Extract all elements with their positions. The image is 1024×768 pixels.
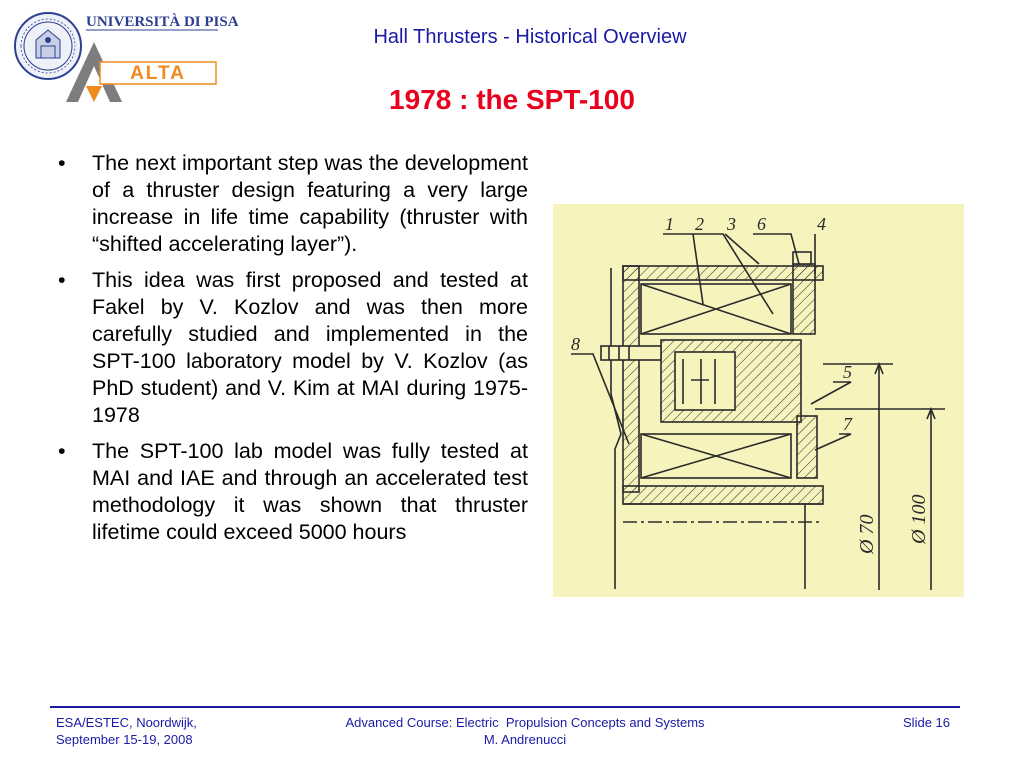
callout-label: 5	[843, 362, 852, 382]
callout-label: 7	[843, 414, 852, 434]
bullet-item	[58, 438, 528, 546]
footer-dates: September 15-19, 2008	[56, 732, 193, 747]
logos-graphic	[8, 6, 239, 106]
bullet-text: The next important step was the development of a thruster design featuring a very large increase in life time capability (thruster with “shifted accelerating layer”).	[92, 151, 528, 256]
dimension-label-outer: Ø 100	[908, 494, 930, 544]
bullet-list	[58, 150, 528, 555]
bullet-text: This idea was first proposed and tested at Fakel by V. Kozlov and was then more carefully studied and implemented in the SPT-100 laboratory model by V. Kozlov (as PhD student) and V. Kim at MAI during 1975-1978	[92, 268, 528, 427]
callout-label: 6	[757, 214, 766, 234]
bullet-item	[58, 150, 528, 258]
callout-label: 3	[727, 214, 736, 234]
callout-label: 4	[817, 214, 826, 234]
dimension-label-inner: Ø 70	[856, 514, 878, 554]
footer-author: M. Andrenucci	[483, 732, 567, 747]
callout-label: 8	[571, 334, 580, 354]
university-name: UNIVERSITÀ DI PISA	[86, 14, 239, 30]
bullet-item	[58, 267, 528, 429]
bullet-dot: •	[58, 268, 66, 292]
alta-logo-text: ALTA	[130, 63, 186, 84]
footer-left	[56, 714, 276, 748]
slide-title: 1978 : the SPT-100	[389, 84, 635, 115]
slide-number: Slide 16	[903, 715, 950, 730]
callout-label: 1	[665, 214, 674, 234]
footer-divider	[50, 706, 960, 708]
footer-venue: ESA/ESTEC, Noordwijk,	[56, 715, 197, 730]
bullet-dot: •	[58, 439, 66, 463]
callout-label: 2	[695, 214, 704, 234]
bullet-dot: •	[58, 151, 66, 175]
footer-course-title: Advanced Course: Electric Propulsion Concepts and Systems	[345, 715, 705, 730]
university-seal-logo	[15, 13, 81, 79]
thruster-drawing	[553, 204, 964, 597]
header-title: Hall Thrusters - Historical Overview	[373, 26, 687, 48]
thruster-cross-section	[553, 204, 964, 597]
alta-logo	[66, 42, 216, 102]
bullet-text: The SPT-100 lab model was fully tested at MAI and IAE and through an accelerated test methodology it was shown that thruster lifetime could exceed 5000 hours	[92, 439, 528, 544]
footer-center	[320, 714, 730, 748]
logo-area	[8, 6, 239, 106]
